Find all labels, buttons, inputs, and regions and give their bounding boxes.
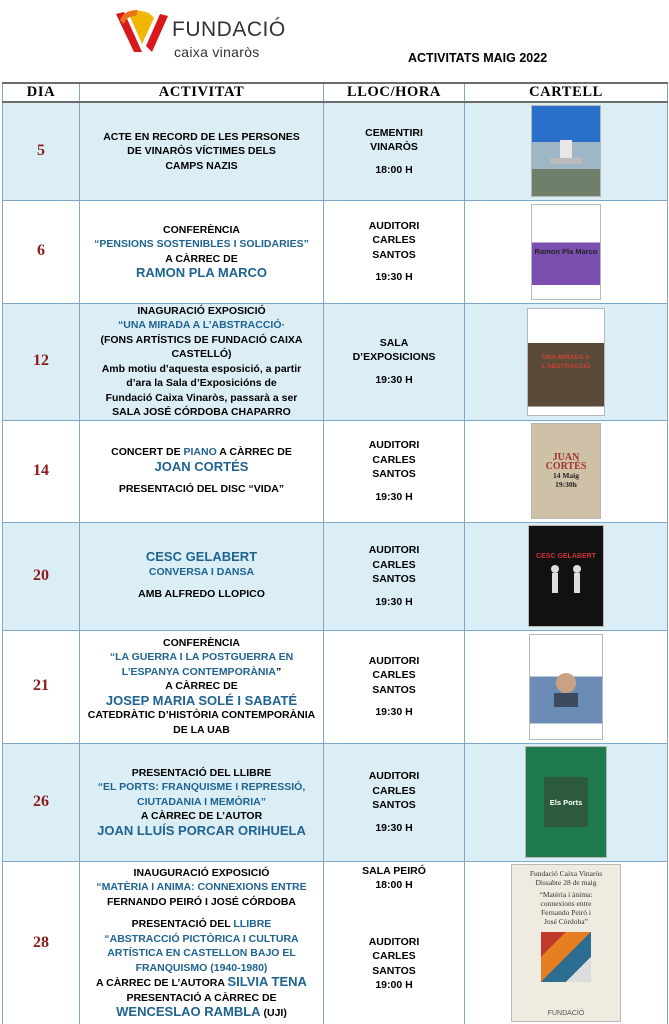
table-header-row bbox=[3, 83, 668, 102]
activity-line: “LA GUERRA I LA POSTGUERRA EN bbox=[109, 651, 294, 664]
place-line: CARLES bbox=[372, 669, 416, 681]
place-line: AUDITORI bbox=[368, 219, 420, 232]
day-cell: 14 bbox=[3, 420, 80, 522]
table-row bbox=[3, 200, 668, 303]
table-row bbox=[3, 303, 668, 420]
activity-line: SALA JOSÉ CÓRDOBA CHAPARRO bbox=[112, 406, 291, 418]
place-line: D’EXPOSICIONS bbox=[352, 351, 436, 364]
place-line: AUDITORI bbox=[368, 770, 420, 782]
place-line: CARLES bbox=[372, 558, 416, 571]
place-cell bbox=[324, 743, 465, 861]
activity-line: PRESENTACIÓ DEL DISC “VIDA” bbox=[118, 483, 285, 496]
table-row bbox=[3, 102, 668, 200]
activity-cell bbox=[80, 861, 324, 1024]
activity-line: PRESENTACIÓ A CÀRREC DE bbox=[126, 991, 277, 1004]
place-line: SALA PEIRÓ bbox=[362, 864, 426, 877]
fundacio-logo bbox=[112, 8, 286, 60]
poster-image: JUAN CORTÉS 14 Maig 19:30h bbox=[531, 423, 601, 519]
place-line: CARLES bbox=[372, 453, 416, 466]
time-line: 18:00 H bbox=[375, 163, 413, 176]
logo-mark-icon bbox=[112, 8, 170, 58]
table-row bbox=[3, 861, 668, 1024]
activity-line: CONCERT DE PIANO A CÀRREC DE bbox=[111, 446, 292, 459]
table-row bbox=[3, 743, 668, 861]
activity-line: PRESENTACIÓ DEL LLIBRE bbox=[131, 766, 272, 779]
column-header-lloc-hora: LLOC/HORA bbox=[324, 83, 465, 102]
poster-image: Ramon Pla Marco bbox=[531, 204, 601, 300]
activity-cell bbox=[80, 102, 324, 200]
day-cell: 21 bbox=[3, 630, 80, 743]
activity-cell bbox=[80, 630, 324, 743]
activity-line: (FONS ARTÍSTICS DE FUNDACIÓ CAIXA CASTELLÓ) bbox=[100, 333, 303, 360]
activity-line: Fundació Caixa Vinaròs, passarà a ser bbox=[105, 391, 298, 404]
activity-line: DE VINARÒS VÍCTIMES DELS bbox=[127, 145, 276, 157]
place-line: CARLES bbox=[372, 234, 416, 246]
place-line: SANTOS bbox=[372, 468, 416, 480]
poster-cell bbox=[465, 102, 668, 200]
poster-cell bbox=[465, 743, 668, 861]
poster-image bbox=[525, 746, 607, 858]
place-line: SANTOS bbox=[372, 964, 416, 977]
activity-cell bbox=[80, 743, 324, 861]
place-cell bbox=[324, 861, 465, 1024]
place-line: AUDITORI bbox=[368, 654, 420, 667]
activity-line: A CÀRREC DE L’AUTORA SILVIA TENA bbox=[96, 974, 307, 989]
place-cell bbox=[324, 630, 465, 743]
activity-line: CATEDRÀTIC D’HISTÒRIA CONTEMPORÀNIA bbox=[87, 709, 316, 722]
activity-line: CONFERÈNCIA bbox=[162, 636, 240, 649]
time-line: 19:30 H bbox=[375, 490, 413, 503]
day-cell: 26 bbox=[3, 743, 80, 861]
place-cell bbox=[324, 303, 465, 420]
poster-image bbox=[529, 634, 603, 740]
table-row bbox=[3, 420, 668, 522]
activity-line: L’ESPANYA CONTEMPORÀNIA” bbox=[121, 665, 282, 678]
activity-line: PRESENTACIÓ DEL LLIBRE bbox=[131, 918, 272, 930]
place-line: SANTOS bbox=[372, 248, 416, 261]
activity-cell bbox=[80, 522, 324, 630]
activity-line: CONVERSA I DANSA bbox=[148, 565, 255, 578]
activity-line: A CÀRREC DE L’AUTOR bbox=[140, 810, 263, 823]
place-line: AUDITORI bbox=[368, 439, 420, 451]
activity-line: CONFERÈNCIA bbox=[162, 223, 240, 236]
poster-cell bbox=[465, 200, 668, 303]
poster-image: Fundació Caixa Vinaròs Dissabte 28 de maig “Matèria i ànima: connexions entre Fernando Peiró i José Córdoba” FUNDACIÓ bbox=[511, 864, 621, 1022]
activity-line: FRANQUISMO (1940-1980) bbox=[135, 961, 268, 974]
column-header-dia: DIA bbox=[3, 83, 80, 102]
place-line: CEMENTIRI bbox=[365, 126, 423, 139]
activity-line: DE LA UAB bbox=[173, 723, 230, 736]
day-cell: 28 bbox=[3, 861, 80, 1024]
activity-cell bbox=[80, 420, 324, 522]
speaker-portrait-icon bbox=[546, 667, 586, 707]
day-cell: 12 bbox=[3, 303, 80, 420]
logo-title: FUNDACIÓ bbox=[172, 18, 286, 41]
speaker-name: RAMON PLA MARCO bbox=[136, 265, 267, 280]
author-name: JOAN LLUÍS PORCAR ORIHUELA bbox=[97, 822, 306, 838]
poster-cell bbox=[465, 861, 668, 1024]
activity-cell bbox=[80, 200, 324, 303]
time-line: 19:30 H bbox=[375, 821, 413, 834]
time-line: 19:30 H bbox=[375, 595, 413, 608]
place-cell bbox=[324, 522, 465, 630]
activity-line: A CÀRREC DE bbox=[165, 252, 238, 265]
activity-line: “UNA MIRADA A L’ABSTRACCIÓ· bbox=[117, 319, 285, 331]
activity-line: CIUTADANIA I MEMÒRIA” bbox=[137, 795, 266, 808]
activity-line: CAMPS NAZIS bbox=[165, 159, 238, 172]
poster-image: CESC GELABERT bbox=[528, 525, 604, 627]
poster-cell bbox=[465, 420, 668, 522]
place-line: SALA bbox=[379, 336, 409, 349]
performer-name: CESC GELABERT bbox=[145, 549, 258, 565]
performer-name: JOAN CORTÉS bbox=[154, 458, 249, 474]
activity-line: AMB ALFREDO LLOPICO bbox=[138, 588, 265, 601]
activity-line: d’ara la Sala d’Exposicións de bbox=[126, 377, 277, 389]
poster-cell bbox=[465, 630, 668, 743]
activity-line: INAUGURACIÓ EXPOSICIÓ bbox=[133, 866, 270, 879]
time-line: 19:30 H bbox=[375, 271, 413, 283]
poster-image: UNA MIRADA A L’ABSTRACCIÓ bbox=[527, 308, 605, 416]
activity-line: Amb motiu d’aquesta esposició, a partir bbox=[101, 362, 302, 375]
poster-cell bbox=[465, 522, 668, 630]
activity-line: “PENSIONS SOSTENIBLES I SOLIDARIES” bbox=[94, 238, 309, 250]
column-header-activitat: ACTIVITAT bbox=[80, 83, 324, 102]
artwork bbox=[541, 932, 591, 982]
activity-line: FERNANDO PEIRÓ I JOSÉ CÓRDOBA bbox=[106, 895, 297, 908]
place-line: SANTOS bbox=[372, 799, 416, 811]
activity-line: ACTE EN RECORD DE LES PERSONES bbox=[103, 130, 300, 143]
place-line: SANTOS bbox=[372, 573, 416, 585]
activity-line: WENCESLAO RAMBLA (UJI) bbox=[116, 1004, 287, 1019]
place-line: CARLES bbox=[372, 784, 416, 797]
time-line: 18:00 H bbox=[375, 879, 413, 891]
activity-line: INAGURACIÓ EXPOSICIÓ bbox=[137, 304, 266, 317]
memorial-icon bbox=[546, 136, 586, 166]
column-header-cartell: CARTELL bbox=[465, 83, 668, 102]
place-line: SANTOS bbox=[372, 683, 416, 696]
activity-cell bbox=[80, 303, 324, 420]
day-cell: 20 bbox=[3, 522, 80, 630]
place-cell bbox=[324, 420, 465, 522]
poster-cell bbox=[465, 303, 668, 420]
time-line: 19:30 H bbox=[375, 706, 413, 718]
day-cell: 5 bbox=[3, 102, 80, 200]
place-cell bbox=[324, 102, 465, 200]
activity-line: “EL PORTS: FRANQUISME I REPRESSIÓ, bbox=[97, 781, 306, 794]
table-row bbox=[3, 522, 668, 630]
dancers-icon bbox=[541, 561, 591, 601]
activities-table bbox=[2, 82, 668, 1024]
place-line: AUDITORI bbox=[368, 544, 420, 556]
time-line: 19:30 H bbox=[375, 373, 413, 386]
activity-line: A CÀRREC DE bbox=[165, 680, 238, 693]
speaker-name: JOSEP MARIA SOLÉ I SABATÉ bbox=[105, 692, 298, 708]
place-line: AUDITORI bbox=[368, 935, 420, 948]
day-cell: 6 bbox=[3, 200, 80, 303]
activity-line: “ABSTRACCIÓ PICTÒRICA I CULTURA bbox=[104, 932, 299, 945]
book-cover: Els Ports bbox=[544, 777, 588, 827]
logo-subtitle: caixa vinaròs bbox=[174, 44, 260, 60]
poster-image bbox=[531, 105, 601, 197]
activity-line: ARTÍSTICA EN CASTELLON BAJO EL bbox=[107, 947, 296, 959]
place-line: VINARÒS bbox=[370, 141, 418, 153]
activity-line: “MATÈRIA I ANIMA: CONNEXIONS ENTRE bbox=[96, 881, 307, 893]
place-cell bbox=[324, 200, 465, 303]
page-title: ACTIVITATS MAIG 2022 bbox=[408, 51, 548, 65]
time-line: 19:00 H bbox=[375, 979, 413, 991]
place-line: CARLES bbox=[372, 950, 416, 962]
table-row bbox=[3, 630, 668, 743]
